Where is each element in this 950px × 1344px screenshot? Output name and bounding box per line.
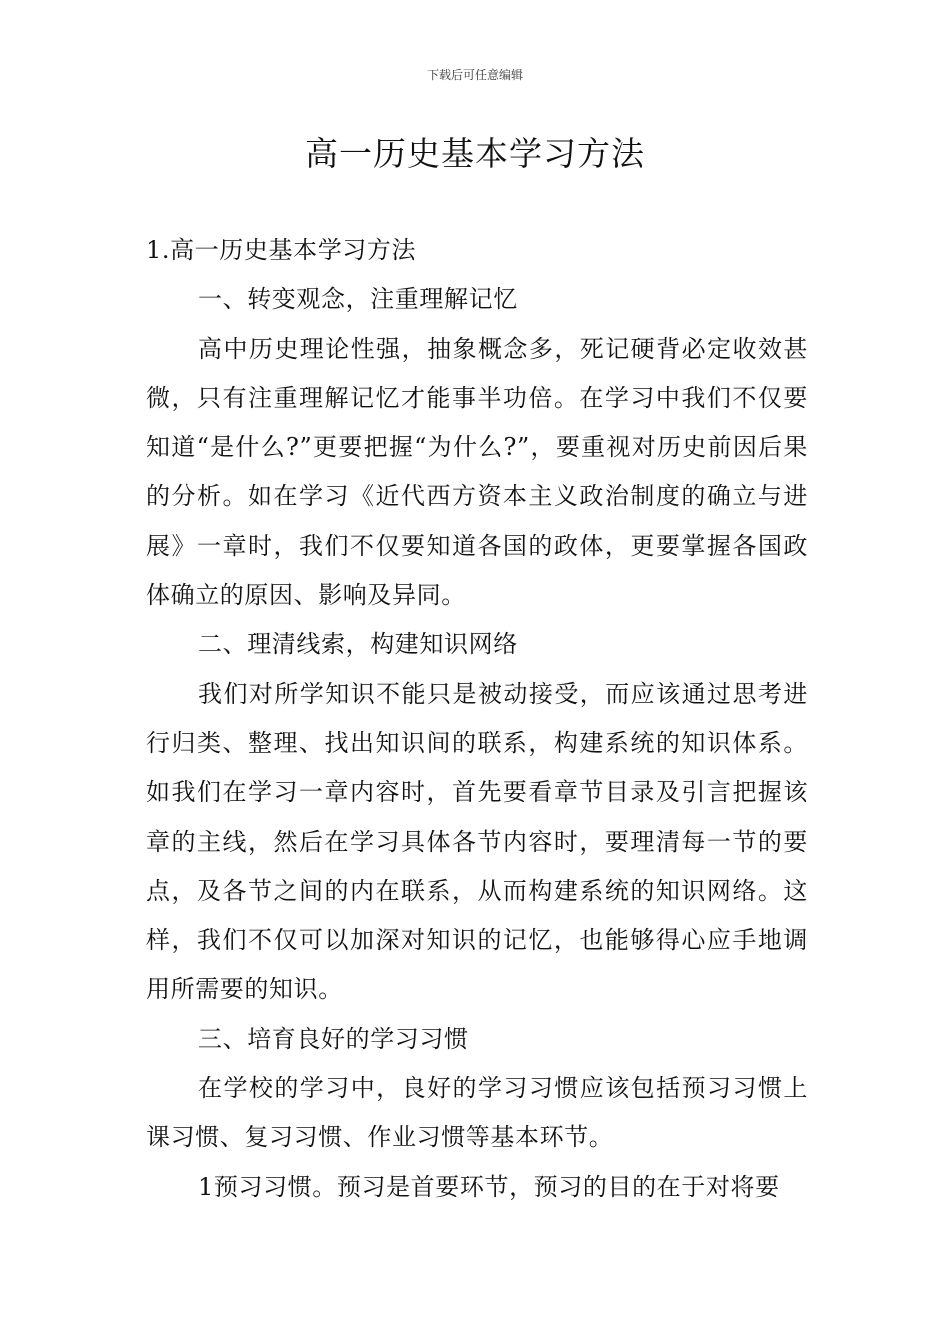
header-note: 下载后可任意编辑 — [426, 68, 523, 82]
section-heading-main: 1.高一历史基本学习方法 — [146, 236, 417, 264]
section-heading-2: 二、理清线索，构建知识网络 — [198, 630, 518, 659]
paragraph-2: 我们对所学知识不能只是被动接受，而应该通过思考进行归类、整理、找出知识间的联系，构建系统的知识体系。如我们在学习一章内容时，首先要看章节目录及引言把握该章的主线，然后在学习具体各节内容时，要理清每一节的要点，及各节之间的内在联系，从而构建系统的知识网络。这样，我们不仅可以加深对知识的记忆，也能够得心应手地调用所需要的知识。 — [146, 679, 808, 1004]
paragraph-3: 在学校的学习中，良好的学习习惯应该包括预习习惯上课习惯、复习习惯、作业习惯等基本环节。 — [146, 1074, 808, 1152]
section-heading-1: 一、转变观念，注重理解记忆 — [198, 285, 518, 314]
section-heading-3: 三、培育良好的学习习惯 — [198, 1024, 469, 1053]
paragraph-1: 高中历史理论性强，抽象概念多，死记硬背必定收效甚微，只有注重理解记忆才能事半功倍。在学习中我们不仅要知道“是什么?”更要把握“为什么?”，要重视对历史前因后果的分析。如在学习《近代西方资本主义政治制度的确立与进展》一章时，我们不仅要知道各国的政体，更要掌握各国政体确立的原因、影响及异同。 — [146, 334, 808, 610]
document-body — [146, 226, 808, 1212]
paragraph-4: 1预习习惯。预习是首要环节，预习的目的在于对将要 — [198, 1172, 780, 1201]
document-title: 高一历史基本学习方法 — [305, 134, 645, 173]
